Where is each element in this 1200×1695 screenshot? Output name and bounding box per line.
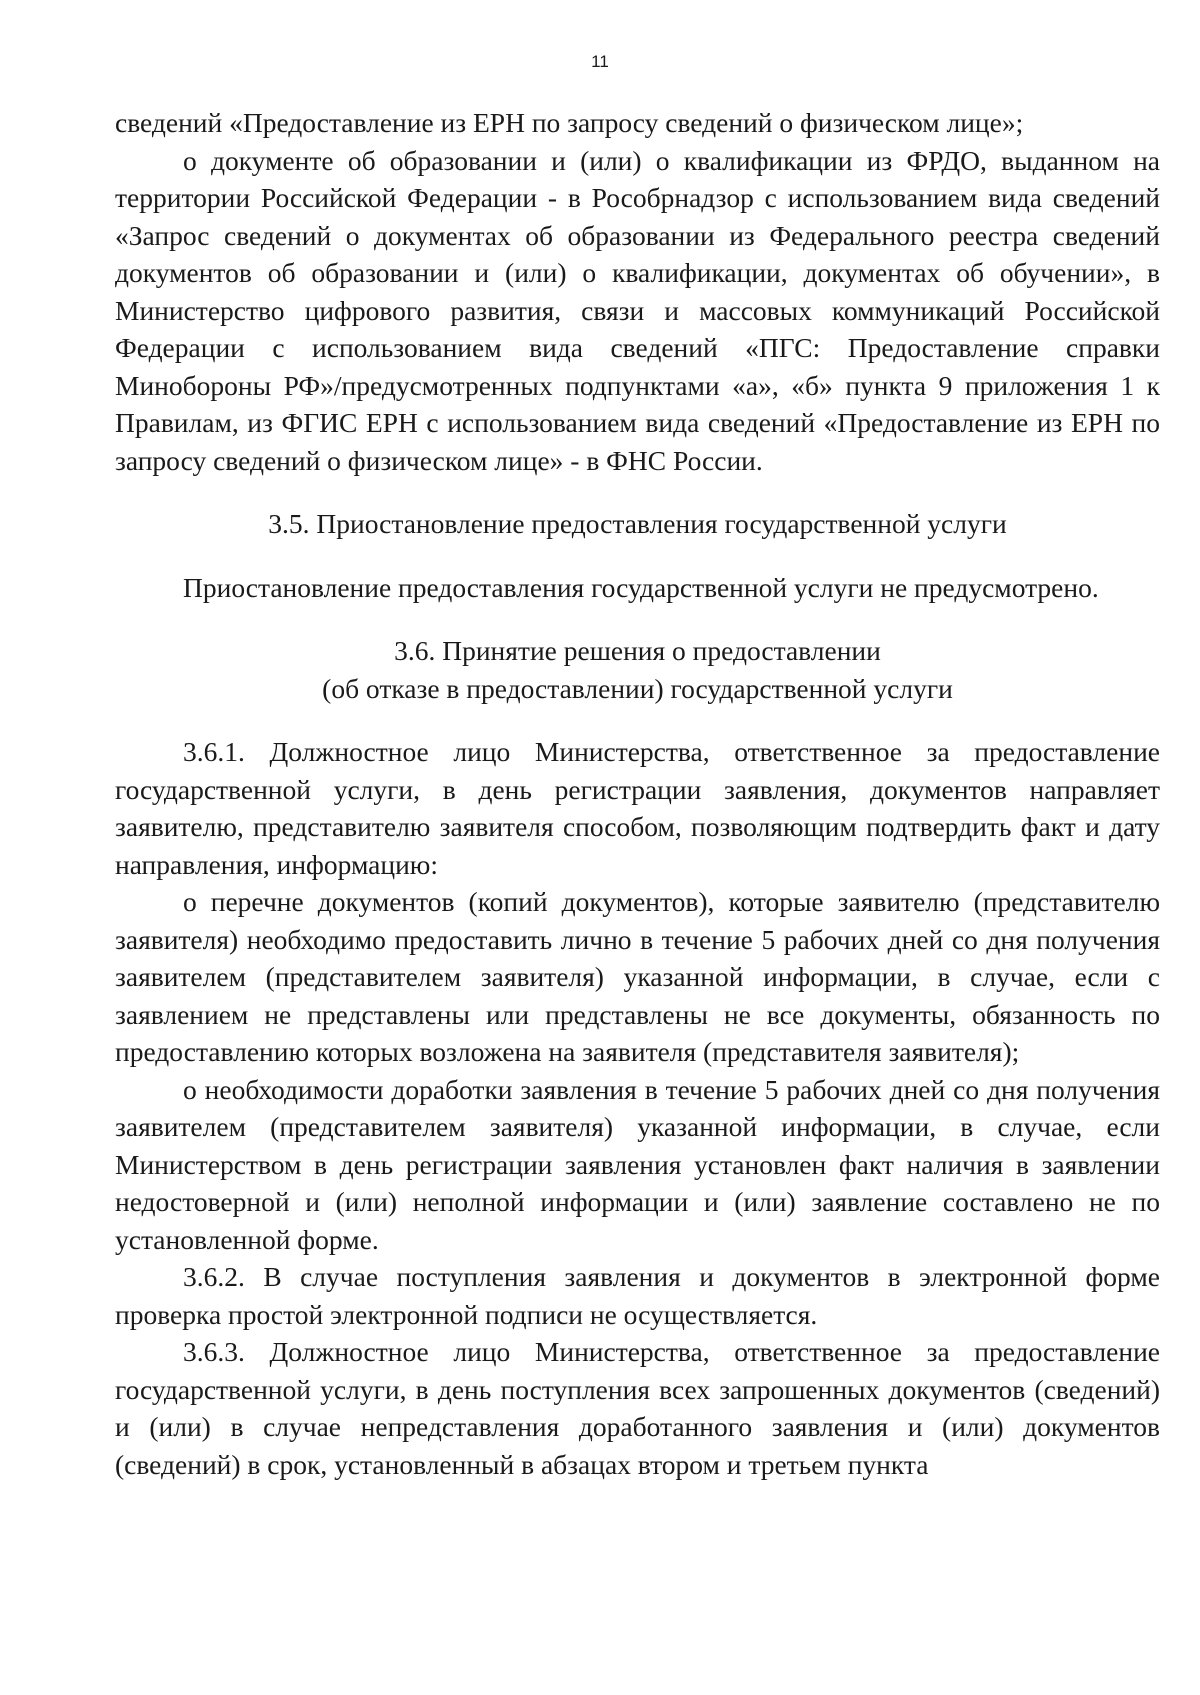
document-body bbox=[115, 104, 1160, 1483]
paragraph-continuation: сведений «Предоставление из ЕРН по запросу сведений о физическом лице»; bbox=[115, 107, 1024, 138]
paragraph-document-list: о перечне документов (копий документов), которые заявителю (представителю заявителя) необходимо предоставить лично в течение 5 рабочих дней со дня получения заявителем (представителем заявителя) указанной информации, в случае, если с заявлением не представлены или представлены не все документы, обязанность по предоставлению которых возложена на заявителя (представителя заявителя); bbox=[115, 886, 1160, 1067]
section-heading-3-5: 3.5. Приостановление предоставления государственной услуги bbox=[268, 508, 1007, 539]
paragraph-frdo-document: о документе об образовании и (или) о квалификации из ФРДО, выданном на территории Российской Федерации - в Рособрнадзор с использованием вида сведений «Запрос сведений о документах об образовании из Федерального реестра сведений документов об образовании и (или) о квалификации, документах об обучении», в Министерство цифрового развития, связи и массовых коммуникаций Российской Федерации с использованием вида сведений «ПГС: Предоставление справки Минобороны РФ»/предусмотренных подпунктами «а», «б» пункта 9 приложения 1 к Правилам, из ФГИС ЕРН с использованием вида сведений «Предоставление из ЕРН по запросу сведений о физическом лице» - в ФНС России. bbox=[115, 144, 1160, 476]
section-heading-3-6-line-1: 3.6. Принятие решения о предоставлении bbox=[394, 635, 881, 666]
paragraph-3-6-2: 3.6.2. В случае поступления заявления и документов в электронной форме проверка простой электронной подписи не осуществляется. bbox=[115, 1261, 1160, 1330]
paragraph-suspension-not-provided: Приостановление предоставления государственной услуги не предусмотрено. bbox=[183, 571, 1099, 603]
section-heading-3-6-line-2: (об отказе в предоставлении) государственной услуги bbox=[322, 672, 953, 704]
paragraph-revision-needed: о необходимости доработки заявления в течение 5 рабочих дней со дня получения заявителем (представителем заявителя) указанной информации, в случае, если Министерством в день регистрации заявления установлен факт наличия в заявлении недостоверной и (или) неполной информации и (или) заявление составлено не по установленной форме. bbox=[115, 1073, 1160, 1255]
paragraph-3-6-1: 3.6.1. Должностное лицо Министерства, ответственное за предоставление государственной услуги, в день регистрации заявления, документов направляет заявителю, представителю заявителя способом, позволяющим подтвердить факт и дату направления, информацию: bbox=[115, 736, 1160, 880]
paragraph-3-6-3: 3.6.3. Должностное лицо Министерства, ответственное за предоставление государственной услуги, в день поступления всех запрошенных документов (сведений) и (или) в случае непредставления доработанного заявления и (или) документов (сведений) в срок, установленный в абзацах втором и третьем пункта bbox=[115, 1336, 1160, 1480]
page-number: 11 bbox=[591, 52, 609, 71]
